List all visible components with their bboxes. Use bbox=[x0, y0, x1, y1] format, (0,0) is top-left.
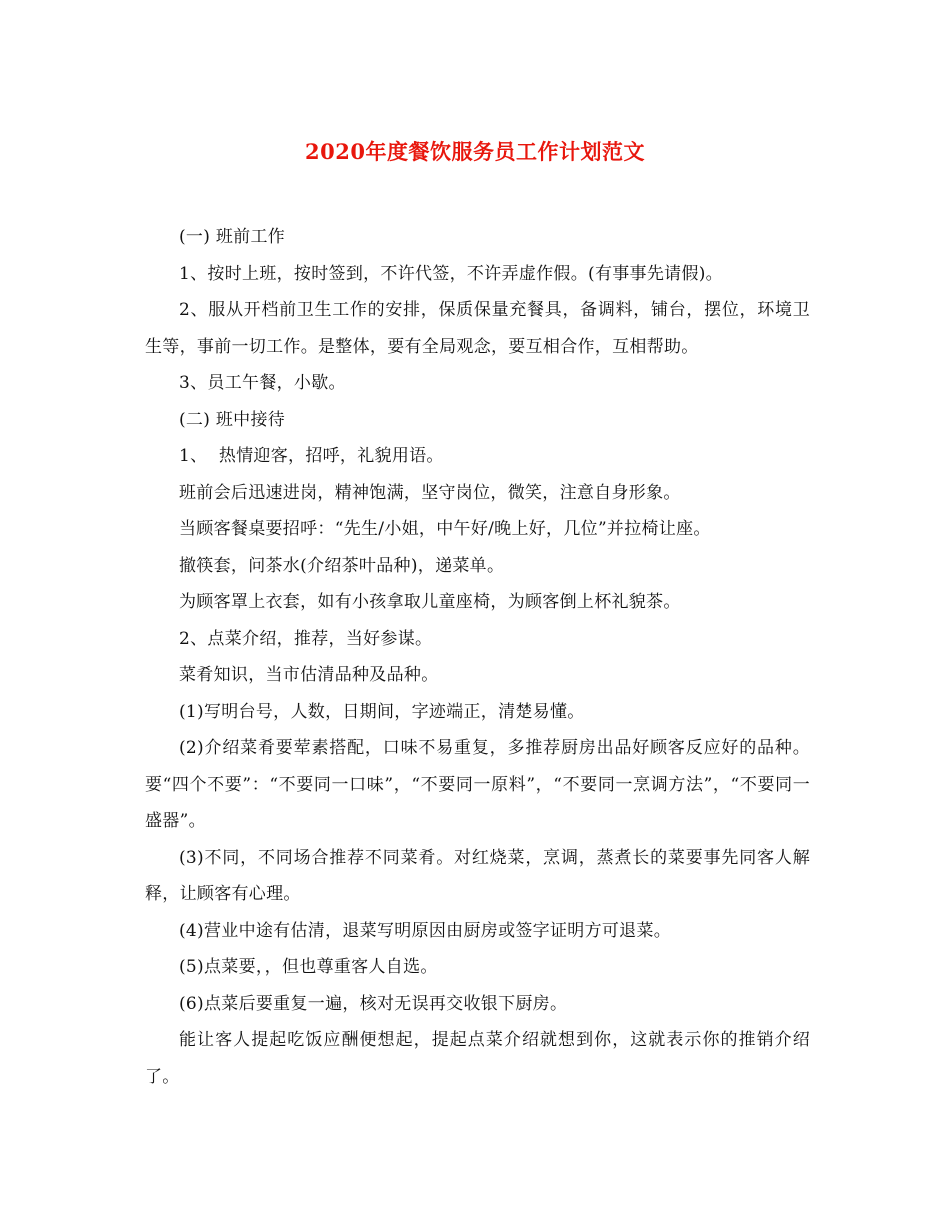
paragraph: (5)点菜要，，但也尊重客人自选。 bbox=[179, 957, 438, 977]
paragraph: 2、服从开档前卫生工作的安排，保质保量充餐具，备调料，铺台，摆位，环境卫生等，事前一切工作。是整体，要有全局观念，要互相合作，互相帮助。 bbox=[145, 300, 810, 357]
section-heading: (二) 班中接待 bbox=[179, 409, 286, 430]
paragraph: 2、点菜介绍，推荐，当好参谋。 bbox=[179, 628, 433, 649]
paragraph: 班前会后迅速进岗，精神饱满，坚守岗位，微笑，注意自身形象。 bbox=[179, 482, 681, 503]
section-heading: (一) 班前工作 bbox=[179, 227, 286, 247]
paragraph: (1)写明台号，人数，日期间，字迹端正，清楚易懂。 bbox=[179, 701, 585, 722]
paragraph: 1、按时上班，按时签到，不许代签，不许弄虚作假。(有事事先请假)。 bbox=[179, 263, 723, 284]
document-body bbox=[145, 219, 810, 1095]
paragraph: (2)介绍菜肴要荤素搭配，口味不易重复，多推荐厨房出品好顾客反应好的品种。要“四个不要”：“不要同一口味”，“不要同一原料”，“不要同一烹调方法”，“不要同一盛器”。 bbox=[145, 738, 810, 831]
paragraph: 当顾客餐桌要招呼：“先生/小姐，中午好/晚上好，几位”并拉椅让座。 bbox=[179, 519, 711, 539]
paragraph: (3)不同，不同场合推荐不同菜肴。对红烧菜，烹调，蒸煮长的菜要事先同客人解释，让顾客有心理。 bbox=[145, 847, 810, 904]
paragraph: 撤筷套，问茶水(介绍茶叶品种)，递菜单。 bbox=[179, 555, 505, 576]
paragraph: 1、 热情迎客，招呼，礼貌用语。 bbox=[179, 446, 444, 466]
paragraph: 为顾客罩上衣套，如有小孩拿取儿童座椅，为顾客倒上杯礼貌茶。 bbox=[179, 592, 681, 612]
paragraph: 菜肴知识，当市估清品种及品种。 bbox=[179, 665, 439, 685]
paragraph: (6)点菜后要重复一遍，核对无误再交收银下厨房。 bbox=[179, 993, 568, 1014]
paragraph: (4)营业中途有估清，退菜写明原因由厨房或签字证明方可退菜。 bbox=[179, 920, 672, 941]
paragraph: 3、员工午餐，小歇。 bbox=[179, 373, 346, 393]
paragraph: 能让客人提起吃饭应酬便想起，提起点菜介绍就想到你，这就表示你的推销介绍了。 bbox=[145, 1030, 810, 1087]
document-title: 2020年度餐饮服务员工作计划范文 bbox=[305, 139, 645, 164]
